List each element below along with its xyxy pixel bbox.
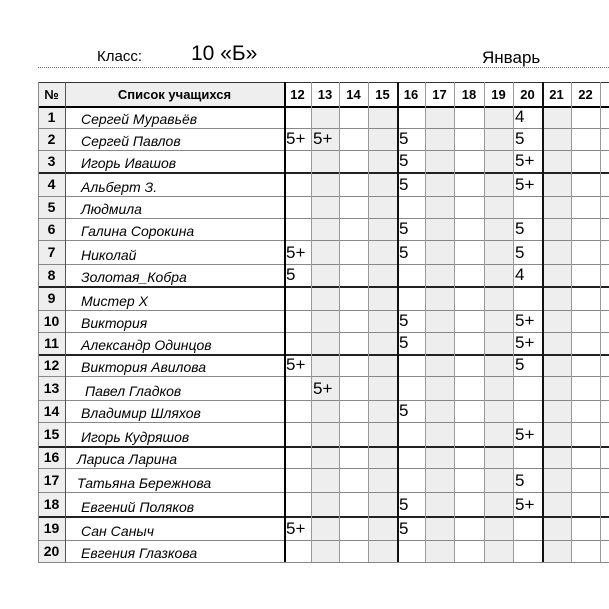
column-divider	[542, 82, 544, 562]
row-number: 9	[38, 286, 65, 310]
student-name: Евгения Глазкова	[81, 545, 198, 561]
row-number: 11	[38, 332, 65, 354]
row-divider	[38, 196, 609, 197]
grade-mark: 4	[515, 107, 525, 126]
row-divider	[38, 468, 609, 469]
student-name: Павел Гладков	[85, 383, 182, 399]
day-column-shade	[368, 106, 397, 562]
row-number: 13	[38, 376, 65, 400]
student-name: Людмила	[81, 201, 142, 217]
grade-mark: 5	[399, 519, 409, 538]
row-number: 3	[38, 150, 65, 172]
day-column-header: 12	[290, 86, 305, 102]
student-name: Лариса Ларина	[77, 451, 178, 467]
grade-mark: 5	[515, 471, 525, 490]
column-divider	[284, 82, 286, 562]
row-number: 5	[38, 196, 65, 218]
row-number: 17	[38, 468, 65, 492]
grade-mark: 5+	[286, 243, 306, 262]
student-name: Виктория	[81, 315, 148, 331]
column-divider	[513, 82, 514, 562]
student-name: Альберт З.	[81, 179, 158, 195]
day-column-header: 21	[549, 86, 564, 102]
grade-mark: 4	[515, 265, 525, 284]
student-name: Сергей Муравьёв	[81, 111, 198, 127]
row-divider	[38, 516, 609, 518]
day-column-shade	[311, 106, 339, 562]
day-column-shade	[542, 106, 571, 562]
names-column-header: Список учащихся	[65, 82, 284, 106]
day-column-shade	[484, 106, 513, 562]
row-divider	[38, 540, 609, 541]
row-divider	[38, 422, 609, 423]
student-name: Сергей Павлов	[81, 133, 181, 149]
row-divider	[38, 446, 609, 448]
grade-mark: 5	[399, 495, 409, 514]
student-name: Александр Одинцов	[81, 337, 212, 353]
day-column-header: 15	[375, 86, 390, 102]
grade-mark: 5+	[515, 333, 535, 352]
column-divider	[600, 82, 601, 562]
grade-mark: 5+	[515, 151, 535, 170]
grade-mark: 5+	[515, 175, 535, 194]
column-divider	[368, 82, 369, 562]
grade-mark: 5+	[515, 425, 535, 444]
row-number: 7	[38, 240, 65, 264]
row-divider	[38, 400, 609, 401]
day-column-header: 14	[346, 86, 361, 102]
student-name: Сан Саныч	[81, 523, 154, 539]
student-name: Николай	[81, 247, 137, 263]
student-name: Татьяна Бережнова	[77, 475, 212, 491]
class-value: 10 «Б»	[191, 42, 258, 65]
row-divider	[38, 562, 609, 563]
column-divider	[454, 82, 455, 562]
day-column-header: 18	[461, 86, 477, 102]
column-divider	[38, 82, 39, 562]
student-name: Виктория Авилова	[81, 359, 207, 375]
row-divider	[38, 376, 609, 377]
column-divider	[65, 82, 66, 562]
row-number: 2	[38, 128, 65, 150]
row-number: 15	[38, 422, 65, 446]
grade-mark: 5+	[515, 495, 535, 514]
column-divider	[484, 82, 485, 562]
day-column-header: 16	[403, 86, 419, 102]
student-name: Золотая_Кобра	[81, 269, 187, 285]
row-number: 12	[38, 354, 65, 376]
day-column-shade	[425, 106, 454, 562]
row-number: 10	[38, 310, 65, 332]
student-name: Игорь Ивашов	[81, 155, 177, 171]
grade-mark: 5+	[286, 355, 306, 374]
month-label: Январь	[482, 48, 541, 67]
row-number: 4	[38, 172, 65, 196]
column-divider	[311, 82, 312, 562]
grade-mark: 5+	[515, 311, 535, 330]
grade-mark: 5+	[313, 129, 333, 148]
grade-mark: 5+	[286, 129, 306, 148]
grade-mark: 5+	[313, 379, 333, 398]
day-column-header: 19	[491, 86, 506, 102]
grade-mark: 5	[515, 219, 525, 238]
row-number: 1	[38, 106, 65, 128]
student-name: Владимир Шляхов	[81, 405, 201, 421]
student-name: Игорь Кудряшов	[81, 429, 190, 445]
grade-mark: 5	[515, 129, 525, 148]
table-top-border	[38, 82, 609, 83]
student-name: Евгений Поляков	[81, 499, 195, 515]
student-name: Галина Сорокина	[81, 223, 195, 239]
row-number: 16	[38, 446, 65, 468]
grade-mark: 5+	[286, 519, 306, 538]
day-column-header: 13	[317, 86, 333, 102]
grade-mark: 5	[399, 175, 409, 194]
grade-mark: 5	[399, 151, 409, 170]
grade-mark: 5	[399, 401, 409, 420]
row-number: 19	[38, 516, 65, 540]
row-divider	[38, 492, 609, 493]
row-number: 8	[38, 264, 65, 286]
student-name: Мистер Х	[81, 293, 148, 309]
grade-mark: 5	[515, 355, 525, 374]
row-number: 14	[38, 400, 65, 422]
day-column-header: 17	[432, 86, 447, 102]
grade-mark: 5	[286, 265, 296, 284]
row-number: 18	[38, 492, 65, 516]
row-divider	[38, 240, 609, 241]
row-number: 6	[38, 218, 65, 240]
row-number: 20	[38, 540, 65, 562]
day-column-header: 22	[578, 86, 593, 102]
grade-mark: 5	[399, 219, 409, 238]
column-divider	[425, 82, 426, 562]
row-divider	[38, 172, 609, 174]
class-label: Класс:	[97, 48, 142, 65]
row-divider	[38, 286, 609, 288]
column-divider	[339, 82, 340, 562]
column-divider	[571, 82, 572, 562]
grade-mark: 5	[399, 333, 409, 352]
grade-mark: 5	[399, 311, 409, 330]
grade-mark: 5	[399, 243, 409, 262]
grade-mark: 5	[515, 243, 525, 262]
grade-mark: 5	[399, 129, 409, 148]
day-column-header: 20	[520, 86, 535, 102]
num-column-header: №	[38, 82, 65, 106]
